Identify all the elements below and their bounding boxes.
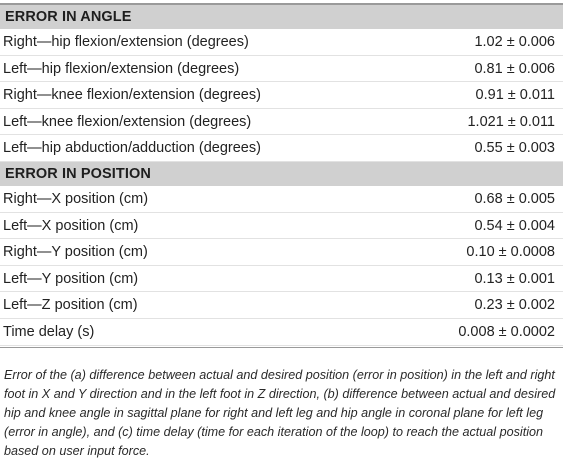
row-value: 0.81 ± 0.006 bbox=[474, 60, 555, 77]
row-label: Left—hip flexion/extension (degrees) bbox=[3, 60, 240, 77]
table-row bbox=[0, 292, 563, 319]
table-caption: Error of the (a) difference between actual and desired position (error in position) in the left and right foot in X and Y direction and in the left foot in Z direction, (b) difference between actual and desired hip and knee angle in sagittal plane for right and left leg and hip angle in coronal plane for left leg (error in angle), and (c) time delay (time for each iteration of the loop) to reach the actual position based on user input force. bbox=[4, 368, 556, 458]
row-label: Right—Y position (cm) bbox=[3, 244, 148, 261]
row-value: 0.54 ± 0.004 bbox=[474, 217, 555, 234]
row-value: 1.021 ± 0.011 bbox=[467, 113, 555, 130]
section-header-error-in-angle: ERROR IN ANGLE bbox=[0, 5, 563, 29]
table-row bbox=[0, 239, 563, 266]
row-label: Left—Y position (cm) bbox=[3, 270, 139, 287]
table-row bbox=[0, 56, 563, 83]
table-bottom-rule bbox=[0, 347, 563, 348]
row-value: 0.23 ± 0.002 bbox=[474, 297, 555, 314]
row-value: 0.91 ± 0.011 bbox=[475, 87, 555, 104]
table-row bbox=[0, 82, 563, 109]
table-row bbox=[0, 266, 563, 293]
table-row bbox=[0, 319, 563, 346]
table-row bbox=[0, 186, 563, 213]
row-value: 0.55 ± 0.003 bbox=[474, 140, 555, 157]
row-value: 0.10 ± 0.0008 bbox=[466, 244, 555, 261]
row-label: Time delay (s) bbox=[3, 323, 95, 340]
row-label: Left—X position (cm) bbox=[3, 217, 139, 234]
table-row bbox=[0, 213, 563, 240]
row-value: 0.13 ± 0.001 bbox=[474, 270, 555, 287]
table-row bbox=[0, 29, 563, 56]
table-row bbox=[0, 135, 563, 162]
row-label: Right—knee flexion/extension (degrees) bbox=[3, 87, 261, 104]
row-value: 0.68 ± 0.005 bbox=[474, 190, 555, 207]
table-row bbox=[0, 109, 563, 136]
row-label: Right—hip flexion/extension (degrees) bbox=[3, 34, 249, 50]
row-label: Right—X position (cm) bbox=[3, 190, 149, 207]
row-value: 1.02 ± 0.006 bbox=[474, 34, 555, 50]
row-value: 0.008 ± 0.0002 bbox=[458, 323, 555, 340]
row-label: Left—Z position (cm) bbox=[3, 297, 138, 314]
row-label: Left—knee flexion/extension (degrees) bbox=[3, 113, 252, 130]
section-header-error-in-position: ERROR IN POSITION bbox=[0, 162, 563, 186]
data-table bbox=[0, 3, 563, 348]
row-label: Left—hip abduction/adduction (degrees) bbox=[3, 140, 261, 157]
